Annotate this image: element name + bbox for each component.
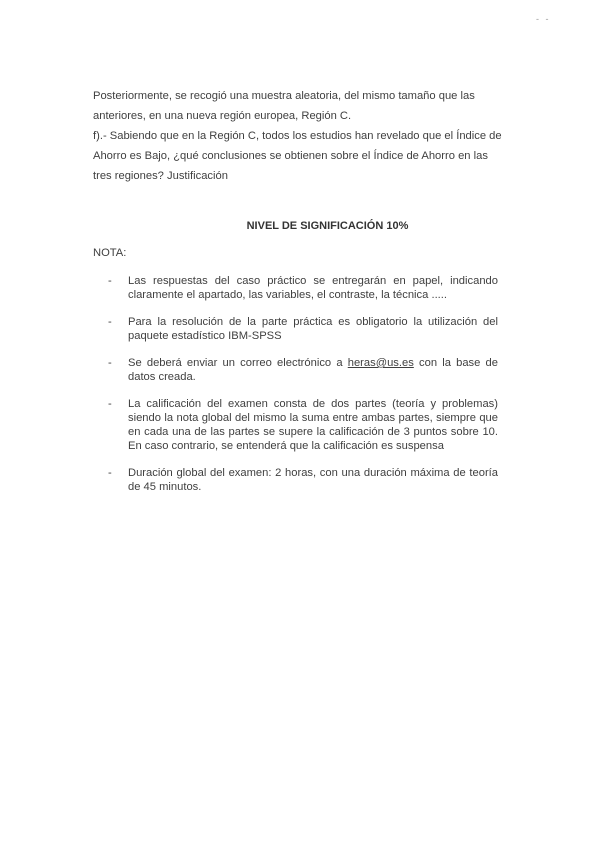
bullet-dash: - <box>108 316 112 328</box>
note-item <box>108 274 498 302</box>
note-text: La calificación del examen consta de dos partes (teoría y problemas) siendo la nota global del mismo la suma entre ambas partes, siempre que en cada una de las partes se supere la calificación de 3 puntos sobre 10. En caso contrario, se entenderá que la calificación es suspensa <box>128 398 498 452</box>
bullet-dash: - <box>108 275 112 287</box>
note-text: Se deberá enviar un correo electrónico a <box>128 357 348 369</box>
bullet-dash: - <box>108 467 112 479</box>
significance-level-title: NIVEL DE SIGNIFICACIÓN 10% <box>246 220 409 232</box>
email-link[interactable]: heras@us.es <box>347 357 414 369</box>
bullet-dash: - <box>108 398 112 410</box>
note-text: Duración global del examen: 2 horas, con una duración máxima de teoría de 45 minutos. <box>128 467 498 493</box>
corner-mark: - - <box>536 14 551 24</box>
note-text: con la base de datos creada. <box>128 357 498 383</box>
note-text: Las respuestas del caso práctico se entregarán en papel, indicando claramente el apartado, las variables, el contraste, la técnica ..... <box>128 275 498 301</box>
bullet-dash: - <box>108 357 112 369</box>
note-item <box>108 356 498 384</box>
nota-label: NOTA: <box>93 247 127 259</box>
note-item <box>108 397 498 453</box>
paragraph-region-c: Posteriormente, se recogió una muestra aleatoria, del mismo tamaño que las anteriores, en una nueva región europea, Región C. <box>93 90 475 122</box>
note-item <box>108 315 498 343</box>
notes-list <box>108 274 498 507</box>
question-f: f).- Sabiendo que en la Región C, todos los estudios han revelado que el Índice de Ahorro es Bajo, ¿qué conclusiones se obtienen sobre el Índice de Ahorro en las tres regiones? Justificación <box>93 130 502 182</box>
note-text: Para la resolución de la parte práctica es obligatorio la utilización del paquete estadístico IBM-SPSS <box>128 316 498 342</box>
note-item <box>108 466 498 494</box>
